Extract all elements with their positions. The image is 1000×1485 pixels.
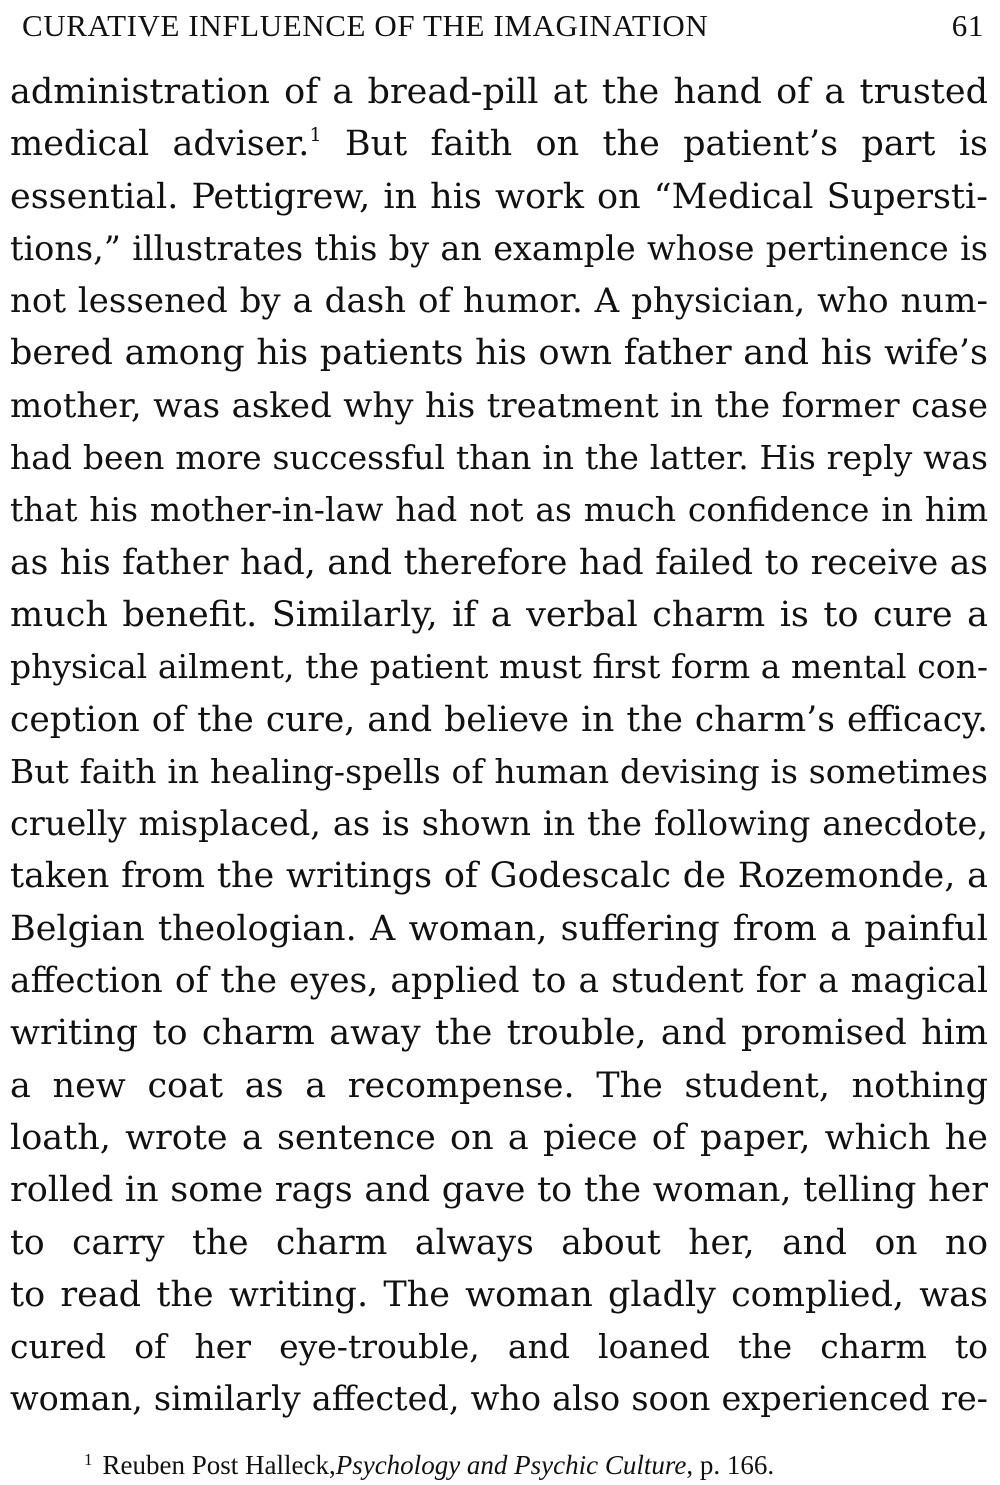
text-line: cruelly misplaced, as is shown in the following anecdote, [10,804,988,844]
text-line: rolled in some rags and gave to the woman, telling her [10,1170,988,1211]
footnote-reference: 1 [309,124,322,147]
text-line: Belgian theologian. A woman, suffering from a painful [10,908,988,949]
text-line: taken from the writings of Godescalc de Rozemonde, a [10,856,988,897]
text-line: loath, wrote a sentence on a piece of paper, which he [10,1117,988,1158]
footnote-mark: 1 [84,1450,93,1469]
body-text [10,66,988,1426]
text-line: physical ailment, the patient must first form a mental con- [10,647,988,687]
text-line: administration of a bread-pill at the hand of a trusted [10,72,988,112]
text-line: that his mother-in-law had not as much confidence in him [10,490,988,530]
text-line: ception of the cure, and believe in the charm’s efficacy. [10,699,988,740]
footnote-book-title: Psychology and Psychic Culture [335,1450,687,1480]
text-line: as his father had, and therefore had failed to receive as [10,542,988,583]
text-line: not lessened by a dash of humor. A physician, who num- [10,281,988,322]
text-line: But faith in healing-spells of human devising is sometimes [10,751,988,791]
book-page [10,0,988,1485]
text-line: mother, was asked why his treatment in the former case [10,385,988,426]
running-title: CURATIVE INFLUENCE OF THE IMAGINATION [22,8,709,43]
text-line: essential. Pettigrew, in his work on “Medical Supersti- [10,176,988,217]
text-line: bered among his patients his own father and his wife’s [10,333,988,374]
text-line: to read the writing. The woman gladly complied, was [10,1274,988,1315]
text-line: tions,” illustrates this by an example whose pertinence is [10,228,988,268]
text-line: cured of her eye-trouble, and loaned the charm to [10,1327,988,1367]
text-line: medical adviser.$^1$ But faith on the patient’s part is [10,124,988,165]
footnote-author: Reuben Post Halleck, [102,1450,336,1480]
text-line: had been more successful than in the latter. His reply was [10,438,988,478]
running-head [10,6,988,46]
text-line: affection of the eyes, applied to a student for a magical [10,961,988,1002]
text-line: woman, similarly affected, who also soon experienced re- [10,1379,988,1419]
text-line: a new coat as a recompense. The student, nothing [10,1065,988,1106]
text-line: much benefit. Similarly, if a verbal charm is to cure a [10,594,988,635]
text-line: to carry the charm always about her, and on no [10,1222,988,1263]
text-line: writing to charm away the trouble, and promised him [10,1013,988,1054]
page-number: 61 [951,8,984,43]
footnote-page-ref: , p. 166. [686,1450,775,1480]
footnote [10,1442,988,1478]
